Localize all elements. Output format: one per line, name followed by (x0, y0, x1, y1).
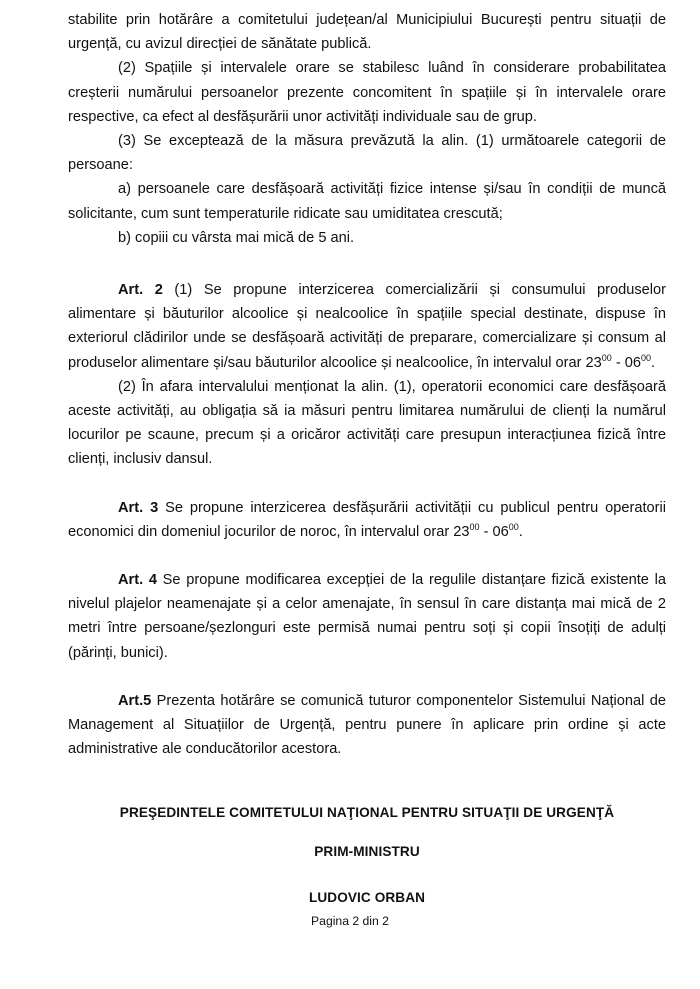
art4-label: Art. 4 (118, 572, 157, 589)
art3-time-end-sup: 00 (508, 521, 519, 532)
art3-time-sep: - 06 (479, 523, 509, 540)
art2-time-end-punct: . (651, 354, 656, 371)
art1-item-b: b) copiii cu vârsta mai mică de 5 ani. (118, 229, 355, 246)
art1-paragraph-3: (3) Se exceptează de la măsura prevăzută la alin. (1) următoarele categorii de persoane: (68, 133, 666, 174)
art2-paragraph-2: (2) În afara intervalului menționat la alin. (1), operatorii economici care desfășoară aceste activități, au obligația să ia măsuri pentru limitarea numărului de clienți la numărul locurilor pe scaune, precum și a oricăror activități care presupun interacțiunea fizică între clienți, inclusiv dansul. (68, 378, 666, 468)
art3-text: Se propune interzicerea desfășurării activității cu publicul pentru operatorii economici din domeniul jocurilor de noroc, în intervalul orar 23 (68, 499, 666, 540)
art4-text: Se propune modificarea excepției de la regulile distanțare fizică existente la nivelul plajelor neamenajate și a celor amenajate, în sensul în care distanța mai mică de 2 metri între persoane/șezlonguri este permisă numai pentru soți și copii însoțiți de adulți (părinți, bunici). (68, 572, 666, 661)
art2-paragraph-1 (68, 278, 666, 375)
art1-item-a: a) persoanele care desfășoară activități fizice intense și/sau în condiții de muncă solicitante, cum sunt temperaturile ridicate sau umiditatea crescută; (68, 181, 666, 222)
art1-paragraph-2: (2) Spațiile și intervalele orare se stabilesc luând în considerare probabilitatea creșterii numărului persoanelor prezente concomitent în spațiile și în intervalele orare respective, ca efect al desfășurării unor activități individuale sau de grup. (68, 60, 666, 125)
art5-label: Art.5 (118, 692, 152, 709)
art3-label: Art. 3 (118, 499, 159, 516)
page-number: Pagina 2 din 2 (311, 914, 389, 928)
signature-title: PREŞEDINTELE COMITETULUI NAŢIONAL PENTRU SITUAŢII DE URGENŢĂ (119, 805, 615, 821)
art1-paragraph-1-continued: stabilite prin hotărâre a comitetului județean/al Municipiului București pentru situații de urgență, cu avizul direcției de sănătate publică. (68, 12, 666, 53)
art5-paragraph (68, 689, 666, 762)
art4-paragraph (68, 568, 666, 665)
art5-text: Prezenta hotărâre se comunică tuturor componentelor Sistemului Național de Management al Situațiilor de Urgență, pentru punere în aplicare prin ordine și acte administrative ale conducătorilor acestora. (68, 692, 666, 758)
art2-time-start-sup: 00 (601, 352, 612, 363)
signature-name: LUDOVIC ORBAN (308, 889, 426, 905)
art2-text: (1) Se propune interzicerea comercializării și consumului produselor alimentare și băuturilor alcoolice și nealcoolice în spațiile special destinate, dispuse în exteriorul clădirilor unde se desfășoară activități de preparare, comercializare și consum al produselor alimentare și/sau băuturilor alcoolice și nealcoolice, în intervalul orar 23 (68, 282, 666, 371)
art2-time-sep: - 06 (611, 354, 641, 371)
document-body (68, 8, 666, 910)
signature-role: PRIM-MINISTRU (314, 843, 420, 859)
art3-time-start-sup: 00 (469, 521, 480, 532)
art2-time-end-sup: 00 (640, 352, 651, 363)
art3-time-end-punct: . (518, 523, 523, 540)
art3-paragraph (68, 496, 666, 544)
art2-label: Art. 2 (118, 282, 163, 299)
